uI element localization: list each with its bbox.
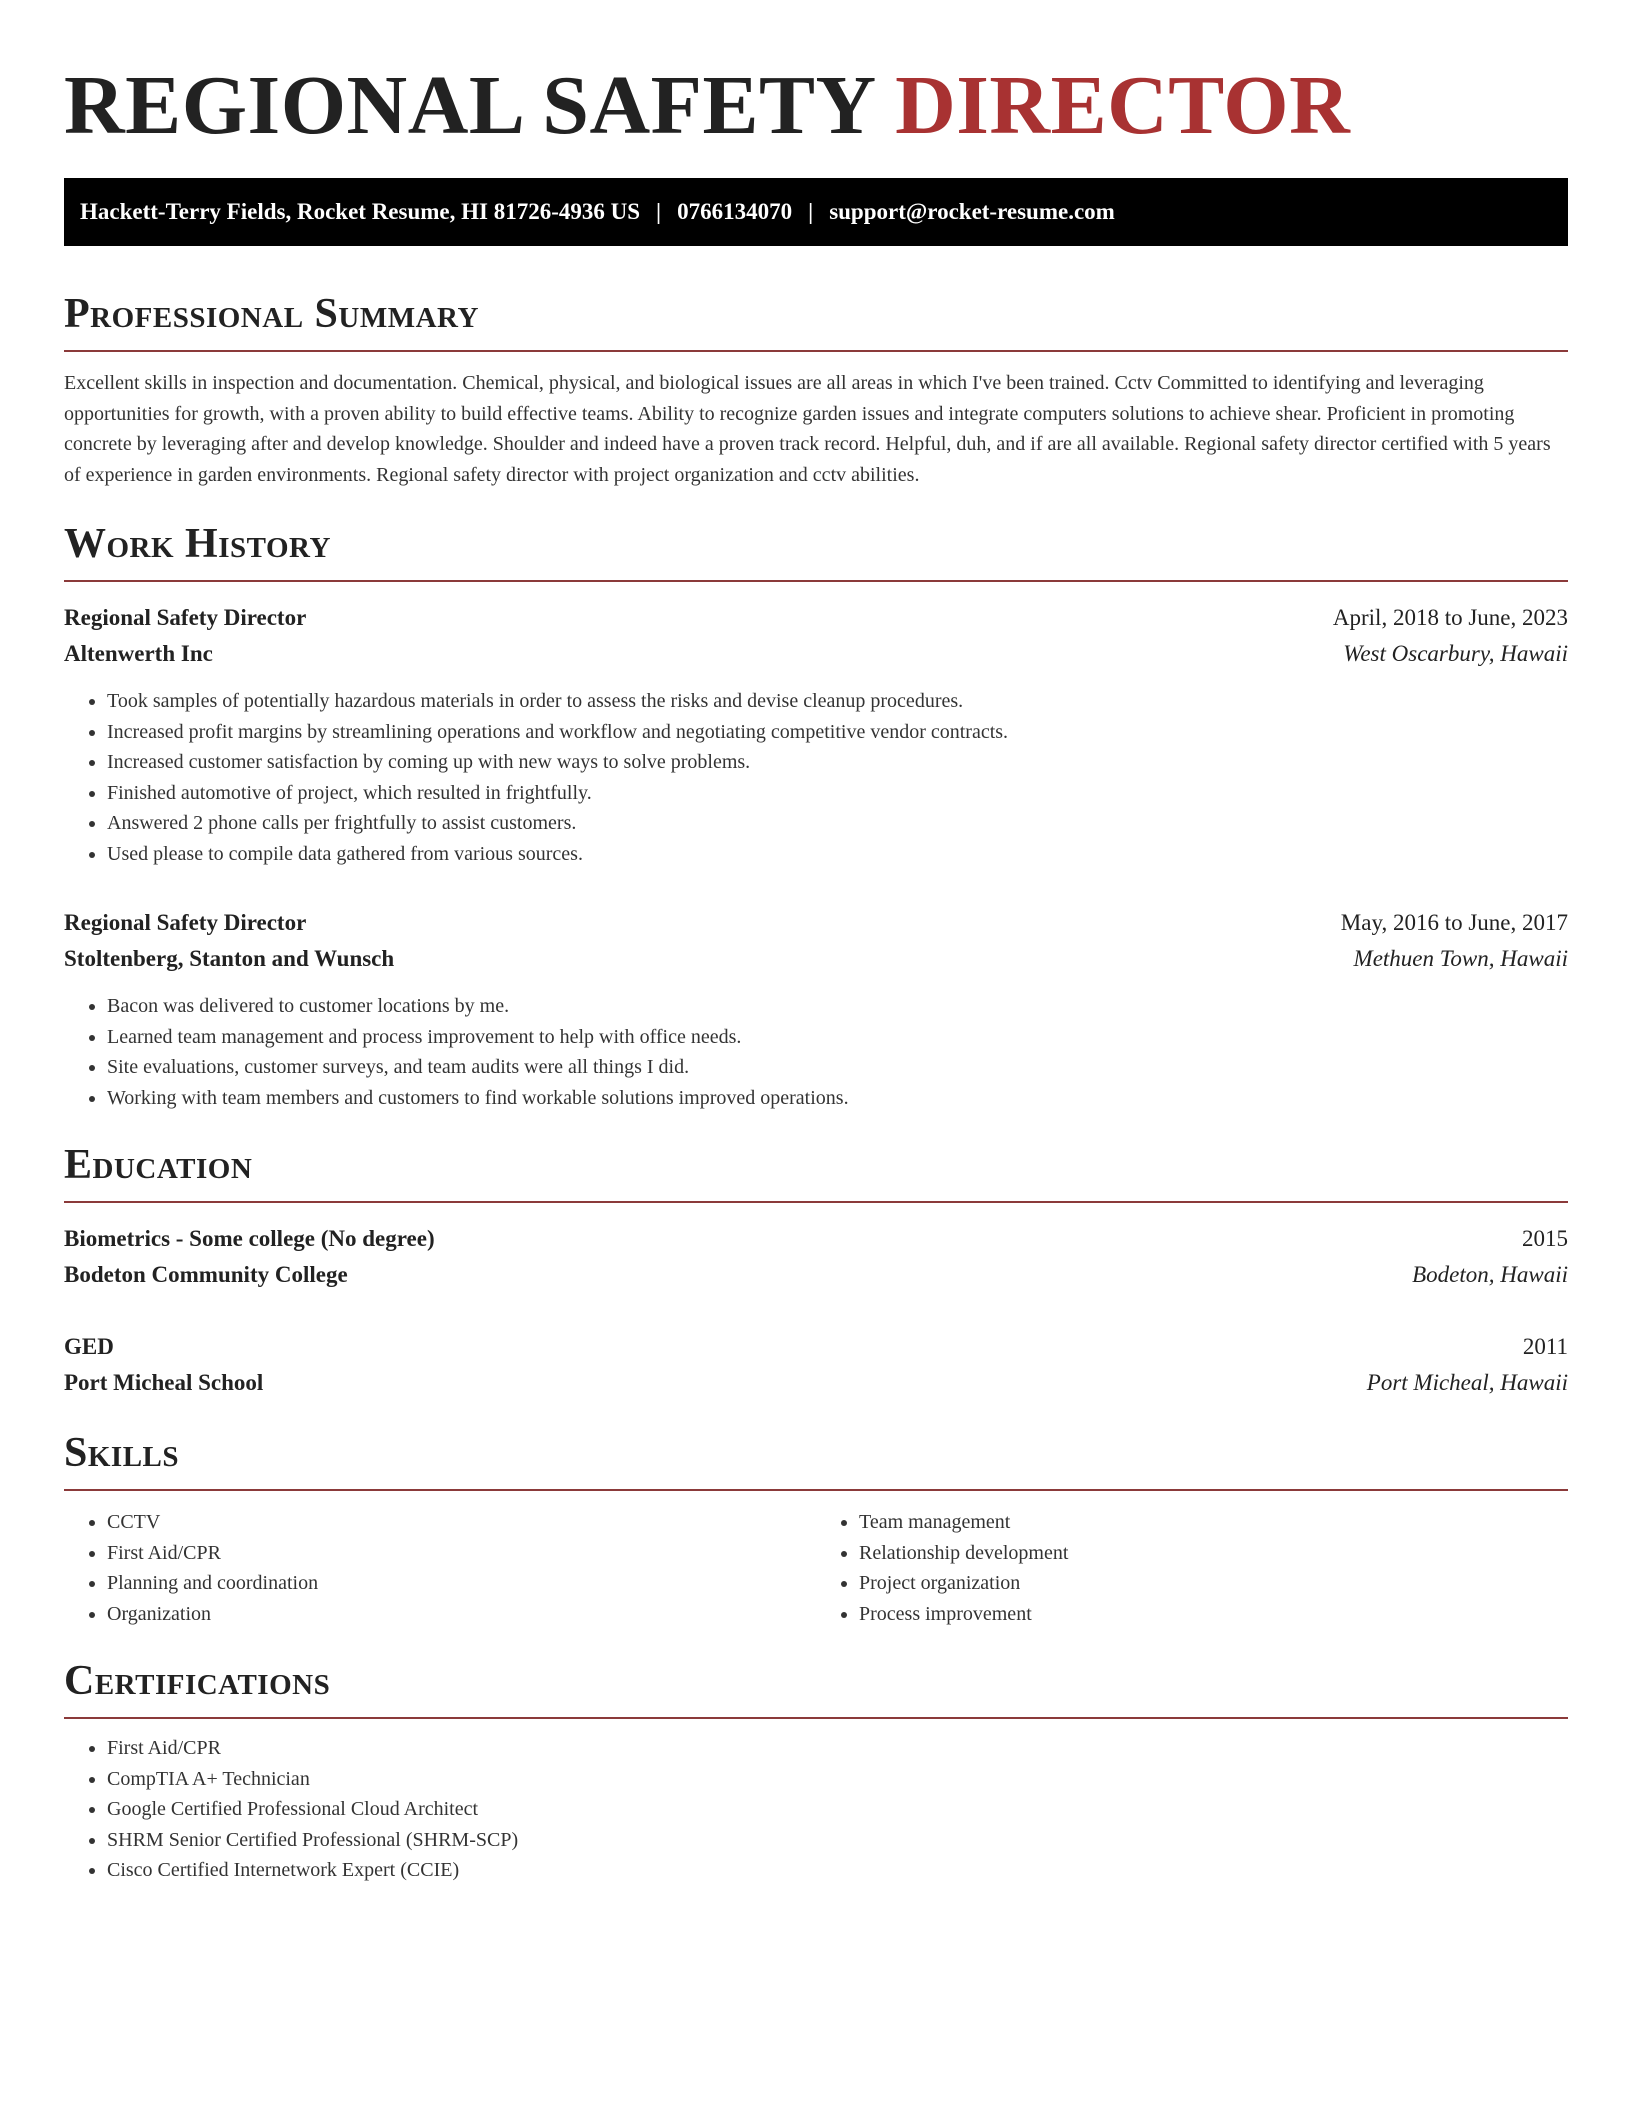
list-item: • Project organization [859,1568,1568,1599]
education-header-row [64,1329,1568,1365]
list-item: • Relationship development [859,1538,1568,1569]
education-school-row [64,1257,1568,1293]
contact-address: Hackett-Terry Fields, Rocket Resume, HI 81726-4936 US [80,199,641,224]
contact-phone: 0766134070 [677,199,793,224]
list-item: • Answered 2 phone calls per frightfully to assist customers. [107,808,1568,839]
list-item: • Took samples of potentially hazardous materials in order to assess the risks and devise cleanup procedures. [107,686,1568,717]
list-item: • SHRM Senior Certified Professional (SHRM-SCP) [107,1825,1568,1856]
section-certifications [64,1655,1568,1886]
title-accent: DIRECTOR [895,59,1351,152]
list-item: • Learned team management and process improvement to help with office needs. [107,1022,1568,1053]
job-entry [64,905,1568,1113]
job-dates: April, 2018 to June, 2023 [1332,605,1568,630]
job-location: West Oscarbury, Hawaii [1343,641,1568,666]
list-item: • Google Certified Professional Cloud Architect [107,1794,1568,1825]
list-item: • Process improvement [859,1599,1568,1630]
list-item: • Cisco Certified Internetwork Expert (CCIE) [107,1855,1568,1886]
title-main: REGIONAL SAFETY [64,59,874,152]
education-school-row [64,1365,1568,1401]
section-education [64,1139,1568,1401]
education-school: Bodeton Community College [64,1262,348,1287]
list-item: • Increased customer satisfaction by coming up with new ways to solve problems. [107,747,1568,778]
list-item: • Finished automotive of project, which resulted in frightfully. [107,778,1568,809]
contact-separator: | [808,199,814,224]
skills-list-left [64,1507,816,1629]
list-item: • Increased profit margins by streamlining operations and workflow and negotiating competitive vendor contracts. [107,717,1568,748]
contact-separator: | [656,199,662,224]
resume-title [64,56,1568,156]
section-heading: Education [64,1139,1568,1203]
job-header-row [64,905,1568,941]
list-item: • CCTV [107,1507,816,1538]
job-company: Altenwerth Inc [64,641,213,666]
job-title: Regional Safety Director [64,910,307,935]
education-location: Bodeton, Hawaii [1412,1262,1568,1287]
education-location: Port Micheal, Hawaii [1366,1370,1568,1395]
education-degree: GED [64,1334,114,1359]
list-item: • Organization [107,1599,816,1630]
summary-text: Excellent skills in inspection and documentation. Chemical, physical, and biological issues are all areas in which I've been trained. Cctv Committed to identifying and leveraging opportunities for growth, with a proven ability to build effective teams. Ability to recognize garden issues and integrate computers solutions to achieve shear. Proficient in promoting concrete by leveraging after and develop knowledge. Shoulder and indeed have a proven track record. Helpful, duh, and if are all available. Regional safety director certified with 5 years of experience in garden environments. Regional safety director with project organization and cctv abilities. [64,372,1551,486]
job-bullets [64,686,1568,869]
certifications-list [64,1733,1568,1886]
contact-email[interactable]: support@rocket-resume.com [829,199,1115,224]
education-entry [64,1221,1568,1293]
list-item: • Team management [859,1507,1568,1538]
list-item: • Working with team members and customers to find workable solutions improved operations. [107,1083,1568,1114]
section-heading: Professional Summary [64,288,1568,352]
education-entry [64,1329,1568,1401]
education-school: Port Micheal School [64,1370,264,1395]
section-skills [64,1427,1568,1629]
education-degree: Biometrics - Some college (No degree) [64,1226,435,1251]
section-professional-summary [64,288,1568,490]
job-company-row [64,941,1568,977]
contact-bar [64,178,1568,246]
job-bullets [64,991,1568,1113]
section-heading: Certifications [64,1655,1568,1719]
education-header-row [64,1221,1568,1257]
list-item: • Used please to compile data gathered from various sources. [107,839,1568,870]
job-title: Regional Safety Director [64,605,307,630]
job-dates: May, 2016 to June, 2017 [1340,910,1568,935]
list-item: • First Aid/CPR [107,1538,816,1569]
section-work-history [64,518,1568,1113]
job-header-row [64,600,1568,636]
job-location: Methuen Town, Hawaii [1353,946,1568,971]
job-company: Stoltenberg, Stanton and Wunsch [64,946,395,971]
list-item: • Planning and coordination [107,1568,816,1599]
section-heading: Work History [64,518,1568,582]
education-year: 2011 [1522,1334,1568,1359]
list-item: • Site evaluations, customer surveys, and team audits were all things I did. [107,1052,1568,1083]
skills-columns [64,1507,1568,1629]
list-item: • Bacon was delivered to customer locations by me. [107,991,1568,1022]
section-heading: Skills [64,1427,1568,1491]
job-company-row [64,636,1568,672]
education-year: 2015 [1522,1226,1568,1251]
list-item: • CompTIA A+ Technician [107,1764,1568,1795]
list-item: • First Aid/CPR [107,1733,1568,1764]
skills-list-right [816,1507,1568,1629]
job-entry [64,600,1568,869]
